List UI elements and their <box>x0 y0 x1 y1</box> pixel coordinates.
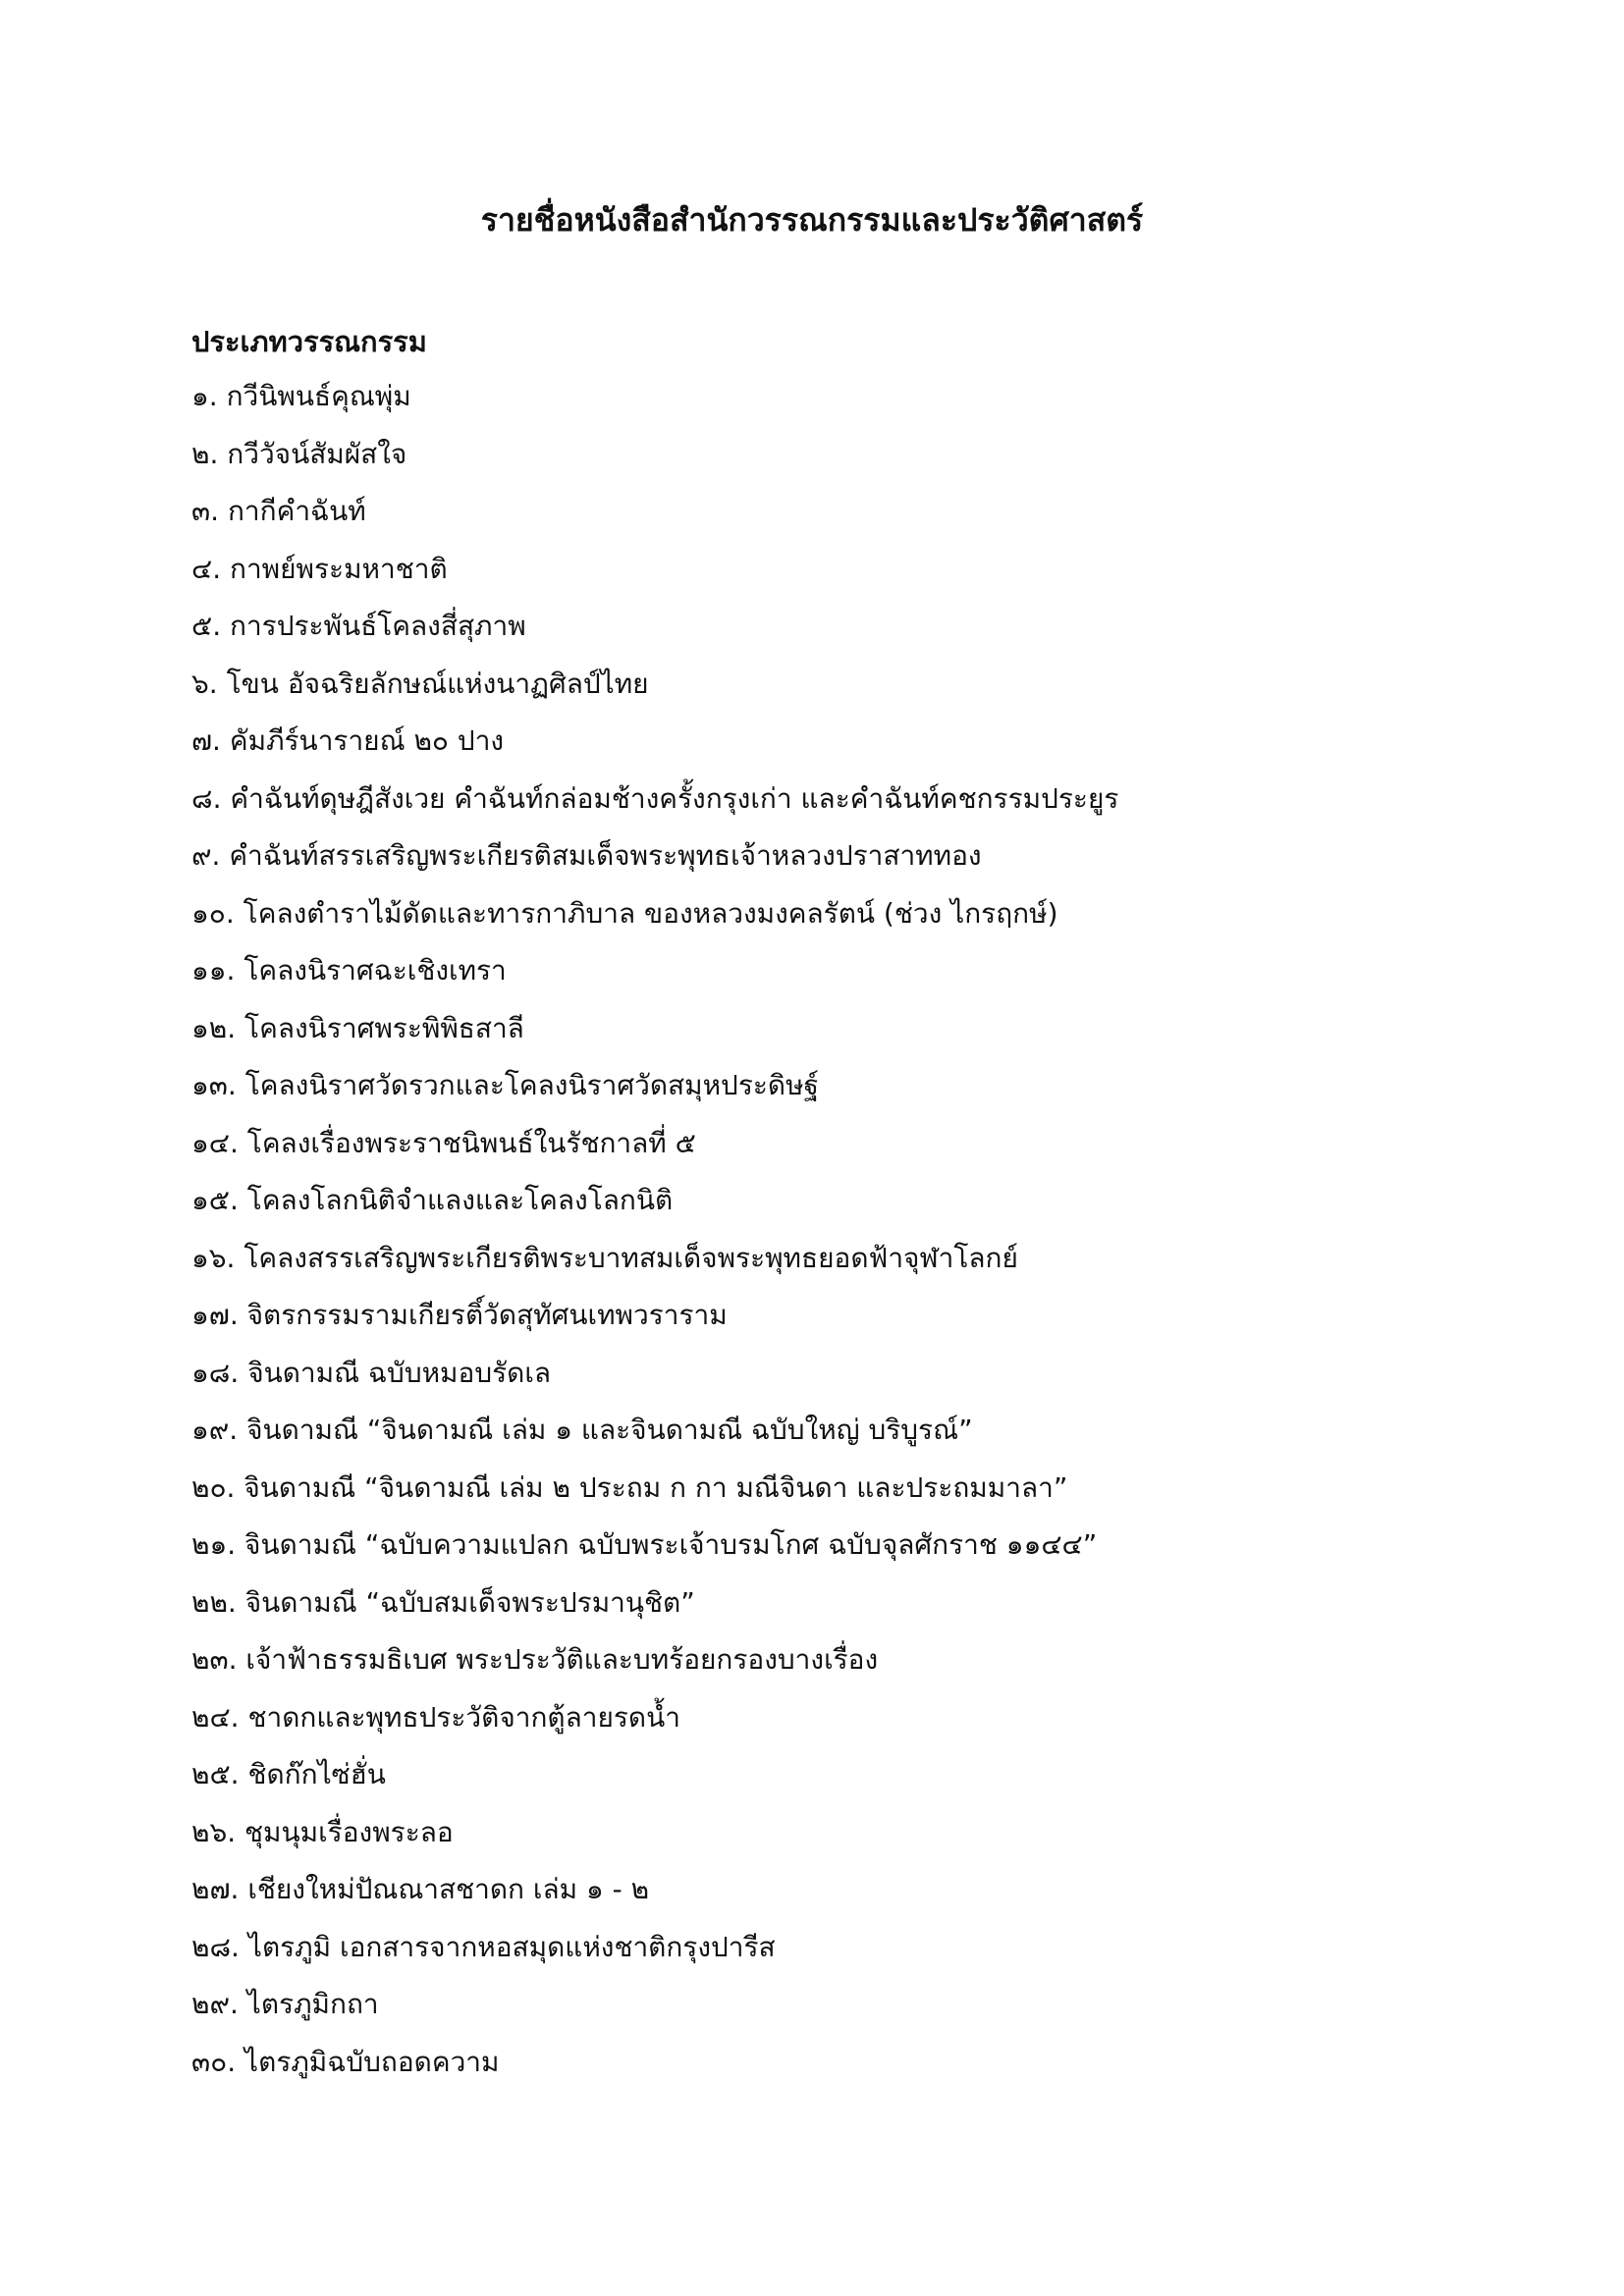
item-title: จินดามณี “จินดามณี เล่ม ๒ ประถม ก กา มณีจินดา และประถมมาลา” <box>244 1470 1068 1504</box>
section-heading-literature: ประเภทวรรณกรรม <box>191 325 427 358</box>
list-item <box>191 720 1118 777</box>
item-number: ๒๓. <box>191 1643 238 1676</box>
item-title: ชุมนุมเรื่องพระลอ <box>244 1815 454 1848</box>
item-number: ๑๕. <box>191 1184 239 1216</box>
item-number: ๒๒. <box>191 1585 237 1619</box>
item-number: ๕. <box>191 610 222 642</box>
list-item <box>191 1294 1118 1352</box>
list-item <box>191 433 1118 491</box>
list-item <box>191 949 1118 1007</box>
item-number: ๘. <box>191 781 222 815</box>
item-title: โขน อัจฉริยลักษณ์แห่งนาฏศิลป์ไทย <box>226 667 649 700</box>
list-item <box>191 1007 1118 1065</box>
list-item <box>191 1811 1118 1869</box>
item-title: จินดามณี “ฉบับความแปลก ฉบับพระเจ้าบรมโกศ ฉบับจุลศักราช ๑๑๔๔” <box>244 1528 1098 1561</box>
list-item <box>191 1581 1118 1639</box>
list-item <box>191 1237 1118 1295</box>
item-title: กวีนิพนธ์คุณพุ่ม <box>226 380 411 412</box>
list-item <box>191 1926 1118 1984</box>
list-item <box>191 892 1118 950</box>
item-number: ๙. <box>191 839 221 872</box>
list-item <box>191 1868 1118 1926</box>
item-number: ๒๙. <box>191 1988 239 2020</box>
item-title: กากีคำฉันท์ <box>227 495 366 527</box>
item-number: ๗. <box>191 724 221 757</box>
item-number: ๑๑. <box>191 954 236 987</box>
item-number: ๑๒. <box>191 1011 237 1044</box>
item-title: โคลงนิราศฉะเชิงเทรา <box>244 954 507 987</box>
item-title: โคลงเรื่องพระราชนิพนธ์ในรัชกาลที่ ๕ <box>246 1126 696 1159</box>
list-item <box>191 375 1118 433</box>
list-item <box>191 548 1118 606</box>
item-title: ชาดกและพุทธประวัติจากตู้ลายรดน้ำ <box>247 1700 680 1734</box>
item-title: โคลงตำราไม้ดัดและทารกาภิบาล ของหลวงมงคลรัตน์ (ช่วง ไกรฤกษ์) <box>243 896 1058 930</box>
list-item <box>191 1179 1118 1237</box>
book-list <box>191 375 1118 2098</box>
list-item <box>191 777 1118 835</box>
item-number: ๔. <box>191 552 222 585</box>
item-number: ๑๐. <box>191 896 235 930</box>
list-item <box>191 1523 1118 1581</box>
list-item <box>191 1467 1118 1524</box>
list-item <box>191 1696 1118 1754</box>
item-title: ไตรภูมิ เอกสารจากหอสมุดแห่งชาติกรุงปารีส <box>247 1930 776 1963</box>
item-number: ๒๗. <box>191 1873 240 1905</box>
item-title: จินดามณี “ฉบับสมเด็จพระปรมานุชิต” <box>244 1585 695 1619</box>
item-number: ๒๑. <box>191 1528 237 1561</box>
item-number: ๒. <box>191 437 219 470</box>
item-title: ชิดก๊กไซ่ฮั่น <box>247 1758 386 1790</box>
item-title: จินดามณี ฉบับหมอบรัดเล <box>247 1356 552 1389</box>
item-title: เชียงใหม่ปัณณาสชาดก เล่ม ๑ - ๒ <box>247 1873 650 1905</box>
list-item <box>191 1064 1118 1122</box>
list-item <box>191 1352 1118 1410</box>
list-item <box>191 605 1118 663</box>
item-number: ๒๖. <box>191 1815 237 1848</box>
list-item <box>191 1409 1118 1467</box>
item-number: ๒๕. <box>191 1758 240 1790</box>
item-number: ๑๗. <box>191 1299 239 1331</box>
item-title: โคลงโลกนิติจำแลงและโคลงโลกนิติ <box>246 1184 674 1216</box>
item-number: ๖. <box>191 667 218 700</box>
document-title: รายชื่อหนังสือสำนักวรรณกรรมและประวัติศาสตร์ <box>480 201 1144 239</box>
item-number: ๑๙. <box>191 1414 239 1446</box>
list-item <box>191 490 1118 548</box>
item-title: การประพันธ์โคลงสี่สุภาพ <box>230 610 526 642</box>
item-title: กวีวัจน์สัมผัสใจ <box>227 437 407 470</box>
item-number: ๑๓. <box>191 1069 237 1101</box>
item-title: จิตรกรรมรามเกียรติ์วัดสุทัศนเทพวราราม <box>246 1299 728 1331</box>
item-title: คัมภีร์นารายณ์ ๒๐ ปาง <box>229 724 505 757</box>
list-item <box>191 663 1118 721</box>
item-number: ๓. <box>191 495 220 527</box>
list-item <box>191 834 1118 892</box>
item-number: ๑๖. <box>191 1241 236 1274</box>
item-title: จินดามณี “จินดามณี เล่ม ๑ และจินดามณี ฉบับใหญ่ บริบูรณ์” <box>246 1414 973 1446</box>
item-number: ๒๐. <box>191 1470 236 1504</box>
item-title: คำฉันท์ดุษฎีสังเวย คำฉันท์กล่อมช้างครั้งกรุงเก่า และคำฉันท์คชกรรมประยูร <box>230 781 1119 815</box>
item-number: ๒๘. <box>191 1930 240 1963</box>
item-title: เจ้าฟ้าธรรมธิเบศ พระประวัติและบทร้อยกรองบางเรื่อง <box>245 1643 879 1676</box>
item-number: ๑. <box>191 380 218 412</box>
list-item <box>191 1753 1118 1811</box>
list-item <box>191 1122 1118 1180</box>
item-title: โคลงนิราศวัดรวกและโคลงนิราศวัดสมุหประดิษฐ์ <box>244 1069 820 1101</box>
item-title: ไตรภูมิกถา <box>246 1988 379 2020</box>
item-title: โคลงสรรเสริญพระเกียรติพระบาทสมเด็จพระพุทธยอดฟ้าจุฬาโลกย์ <box>244 1241 1018 1274</box>
item-number: ๓๐. <box>191 2045 237 2078</box>
item-title: ไตรภูมิฉบับถอดความ <box>244 2045 500 2078</box>
item-title: กาพย์พระมหาชาติ <box>230 552 448 585</box>
item-number: ๑๘. <box>191 1356 240 1389</box>
item-title: โคลงนิราศพระพิพิธสาลี <box>244 1011 524 1044</box>
item-number: ๒๔. <box>191 1700 240 1734</box>
item-number: ๑๔. <box>191 1126 239 1159</box>
list-item <box>191 1638 1118 1696</box>
list-item <box>191 1983 1118 2041</box>
list-item <box>191 2041 1118 2099</box>
item-title: คำฉันท์สรรเสริญพระเกียรติสมเด็จพระพุทธเจ้าหลวงปราสาททอง <box>229 839 982 872</box>
